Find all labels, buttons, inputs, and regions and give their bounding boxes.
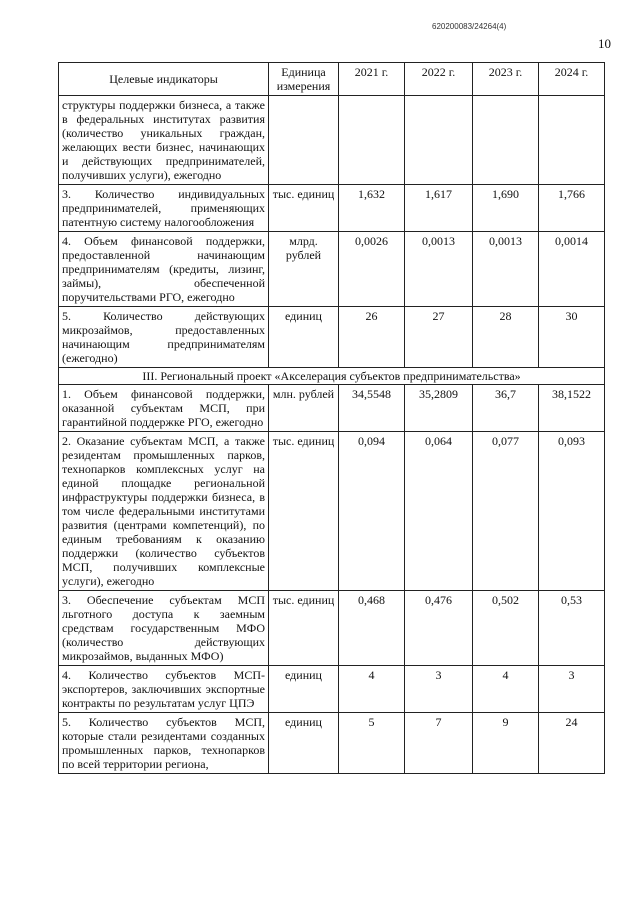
value-2022-cell: 7 [405, 713, 473, 774]
table-row [59, 385, 605, 432]
indicators-table [58, 62, 605, 774]
indicator-cell: 4. Количество субъектов МСП-экспортеров, заключивших экспортные контракты по результатам услуг ЦПЭ [59, 666, 269, 713]
value-2023-cell: 28 [473, 307, 539, 368]
column-header-2021: 2021 г. [339, 63, 405, 96]
column-header-2023: 2023 г. [473, 63, 539, 96]
value-2021-cell: 0,468 [339, 591, 405, 666]
table-row [59, 232, 605, 307]
indicator-cell: 5. Количество действующих микрозаймов, предоставленных начинающим предпринимателям (ежегодно) [59, 307, 269, 368]
unit-cell: единиц [269, 713, 339, 774]
table-row [59, 713, 605, 774]
table-row [59, 666, 605, 713]
indicator-cell: структуры поддержки бизнеса, а также в федеральных институтах развития (количество уникальных граждан, желающих вести бизнес, начинающих и действующих предпринимателей, получивших услуги), ежегодно [59, 96, 269, 185]
column-header-2024: 2024 г. [539, 63, 605, 96]
value-2023-cell: 0,502 [473, 591, 539, 666]
section-title: III. Региональный проект «Акселерация субъектов предпринимательства» [59, 368, 605, 385]
value-2024-cell: 0,093 [539, 432, 605, 591]
value-2022-cell [405, 96, 473, 185]
value-2024-cell: 24 [539, 713, 605, 774]
value-2023-cell: 1,690 [473, 185, 539, 232]
value-2022-cell: 0,064 [405, 432, 473, 591]
value-2024-cell: 0,0014 [539, 232, 605, 307]
indicator-cell: 3. Обеспечение субъектам МСП льготного доступа к заемным средствам государственным МФО (количество действующих микрозаймов, выданных МФО) [59, 591, 269, 666]
value-2021-cell: 1,632 [339, 185, 405, 232]
table-row [59, 591, 605, 666]
value-2022-cell: 1,617 [405, 185, 473, 232]
value-2024-cell [539, 96, 605, 185]
value-2023-cell: 36,7 [473, 385, 539, 432]
value-2023-cell: 9 [473, 713, 539, 774]
indicator-cell: 3. Количество индивидуальных предпринимателей, применяющих патентную систему налогообложения [59, 185, 269, 232]
unit-cell: тыс. единиц [269, 591, 339, 666]
value-2023-cell: 0,0013 [473, 232, 539, 307]
value-2022-cell: 0,476 [405, 591, 473, 666]
value-2024-cell: 1,766 [539, 185, 605, 232]
indicator-cell: 2. Оказание субъектам МСП, а также резидентам промышленных парков, технопарков комплексных услуг на единой площадке региональной инфраструктуры поддержки бизнеса, в том числе федеральными институтами развития (центрами компетенций), по единым требованиям к оказанию поддержки (количество субъектов МСП, получивших комплексные услуги), ежегодно [59, 432, 269, 591]
unit-cell: млрд. рублей [269, 232, 339, 307]
value-2024-cell: 0,53 [539, 591, 605, 666]
value-2022-cell: 35,2809 [405, 385, 473, 432]
table-row [59, 185, 605, 232]
value-2024-cell: 38,1522 [539, 385, 605, 432]
value-2021-cell: 0,094 [339, 432, 405, 591]
unit-cell: тыс. единиц [269, 432, 339, 591]
unit-cell: млн. рублей [269, 385, 339, 432]
unit-cell [269, 96, 339, 185]
value-2022-cell: 3 [405, 666, 473, 713]
value-2024-cell: 30 [539, 307, 605, 368]
column-header-indicator: Целевые индикаторы [59, 63, 269, 96]
table-row [59, 96, 605, 185]
value-2022-cell: 27 [405, 307, 473, 368]
column-header-2022: 2022 г. [405, 63, 473, 96]
document-id: 620200083/24264(4) [432, 22, 507, 31]
section-header-row [59, 368, 605, 385]
value-2021-cell: 0,0026 [339, 232, 405, 307]
value-2023-cell: 0,077 [473, 432, 539, 591]
value-2024-cell: 3 [539, 666, 605, 713]
indicator-cell: 4. Объем финансовой поддержки, предоставленной начинающим предпринимателям (кредиты, лизинг, займы), обеспеченной поручительствами РГО, ежегодно [59, 232, 269, 307]
unit-cell: единиц [269, 666, 339, 713]
page-number: 10 [598, 36, 611, 51]
value-2022-cell: 0,0013 [405, 232, 473, 307]
column-header-unit: Единица измерения [269, 63, 339, 96]
value-2021-cell: 34,5548 [339, 385, 405, 432]
indicator-cell: 1. Объем финансовой поддержки, оказанной субъектам МСП, при гарантийной поддержке РГО, ежегодно [59, 385, 269, 432]
unit-cell: единиц [269, 307, 339, 368]
value-2021-cell [339, 96, 405, 185]
value-2021-cell: 5 [339, 713, 405, 774]
value-2023-cell [473, 96, 539, 185]
indicator-cell: 5. Количество субъектов МСП, которые стали резидентами созданных промышленных парков, технопарков по всей территории региона, [59, 713, 269, 774]
value-2023-cell: 4 [473, 666, 539, 713]
unit-cell: тыс. единиц [269, 185, 339, 232]
value-2021-cell: 26 [339, 307, 405, 368]
table-row [59, 307, 605, 368]
table-row [59, 432, 605, 591]
value-2021-cell: 4 [339, 666, 405, 713]
table-header-row [59, 63, 605, 96]
